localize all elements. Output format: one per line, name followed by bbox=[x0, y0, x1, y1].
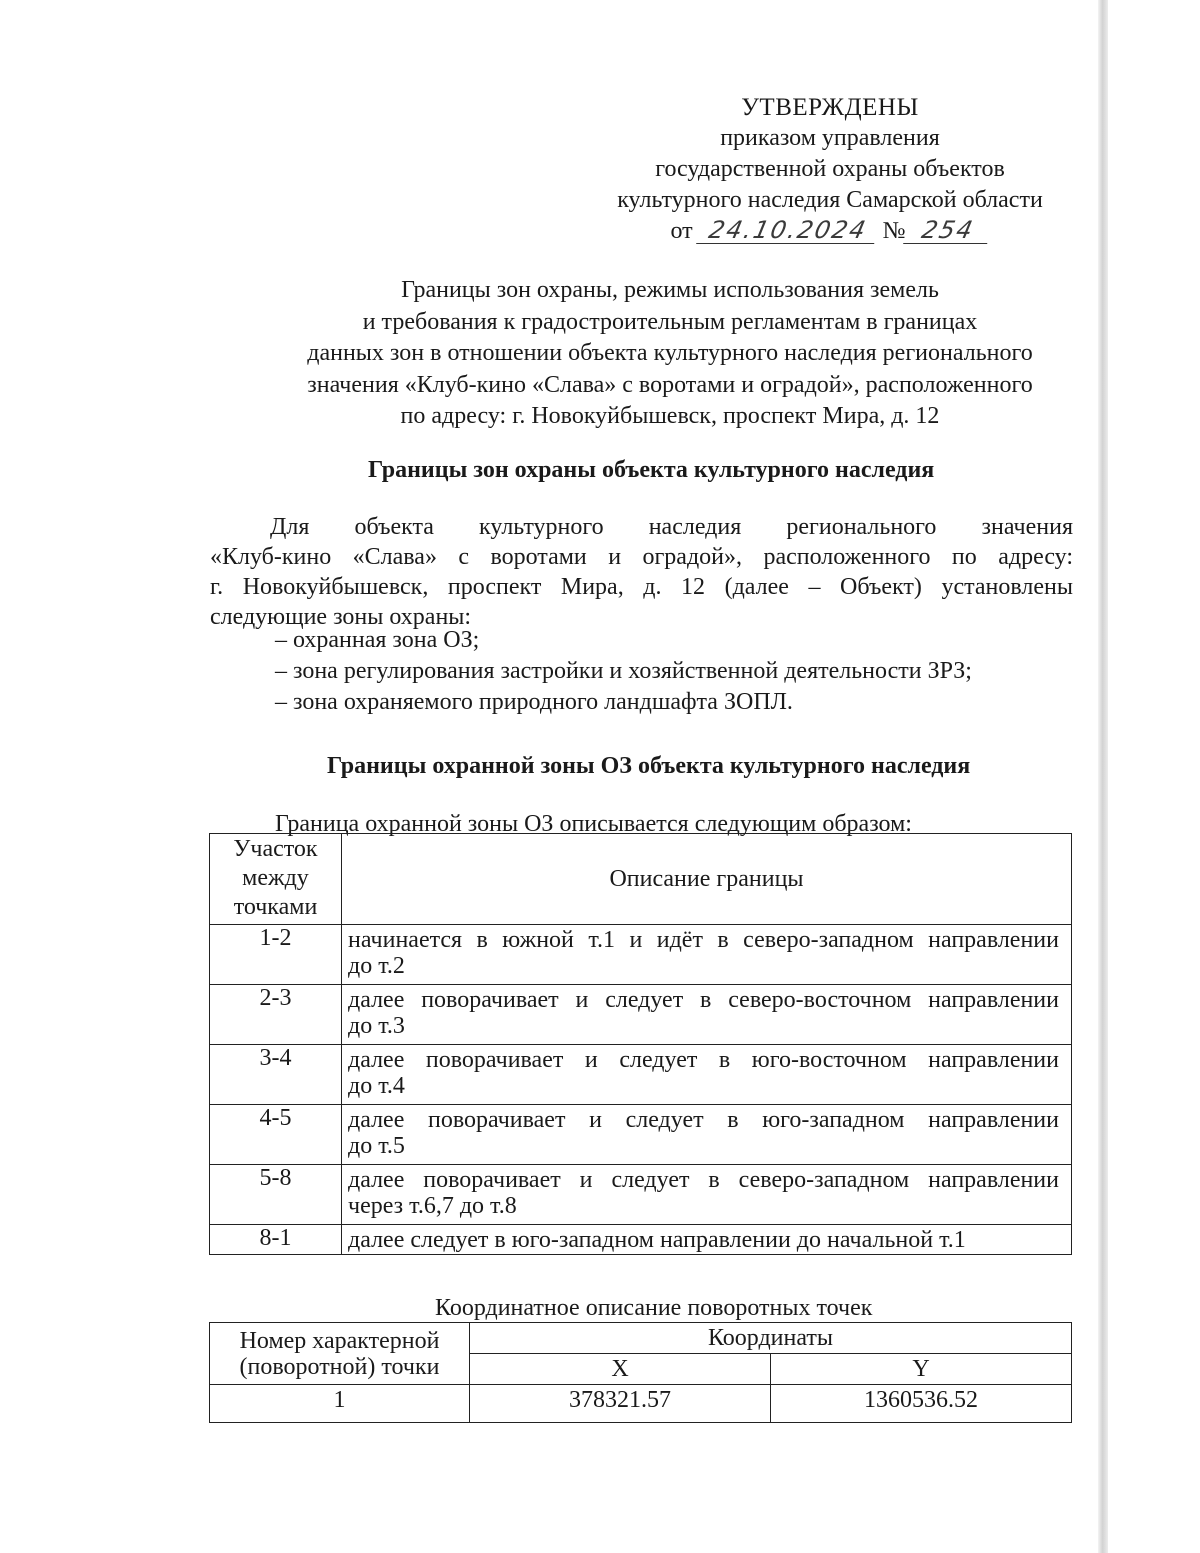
approval-block bbox=[580, 92, 1080, 247]
description-cell bbox=[342, 1225, 1072, 1255]
description-cell bbox=[342, 1105, 1072, 1165]
header-segment-line-3: точками bbox=[233, 894, 318, 920]
description-line: до т.5 bbox=[348, 1133, 405, 1159]
header-segment-line-1: Участок bbox=[233, 836, 318, 862]
segment-cell: 4-5 bbox=[210, 1105, 342, 1165]
zones-paragraph bbox=[210, 512, 1073, 632]
boundary-table bbox=[209, 833, 1072, 1255]
description-line: далее поворачивает и следует в юго-западном направлении bbox=[348, 1107, 1059, 1133]
description-line: до т.2 bbox=[348, 953, 405, 979]
segment-cell: 8-1 bbox=[210, 1225, 342, 1255]
paragraph-line-2: «Клуб-кино «Слава» с воротами и оградой», расположенного по адресу: bbox=[210, 544, 1073, 570]
title-line-2: и требования к градостроительным регламентам в границах bbox=[362, 308, 978, 335]
y-coordinate-cell: 1360536.52 bbox=[771, 1385, 1072, 1423]
list-item: – зона регулирования застройки и хозяйственной деятельности ЗРЗ; bbox=[275, 658, 972, 684]
paragraph-line-3: г. Новокуйбышевск, проспект Мира, д. 12 (далее – Объект) установлены bbox=[210, 574, 1073, 600]
description-line: далее поворачивает и следует в северо-восточном направлении bbox=[348, 987, 1059, 1013]
section-heading-protection-zones: Границы зон охраны объекта культурного наследия bbox=[368, 457, 935, 483]
segment-cell: 1-2 bbox=[210, 925, 342, 985]
description-line: до т.4 bbox=[348, 1073, 405, 1099]
title-line-5: по адресу: г. Новокуйбышевск, проспект Мира, д. 12 bbox=[400, 403, 940, 429]
table-header-row bbox=[210, 834, 1072, 925]
description-line: до т.3 bbox=[348, 1013, 405, 1039]
date-prefix: от bbox=[670, 218, 693, 244]
table-row bbox=[210, 1105, 1072, 1165]
table-row bbox=[210, 985, 1072, 1045]
title-line-3: данных зон в отношении объекта культурного наследия регионального bbox=[307, 340, 1033, 366]
section-heading-oz-zone: Границы охранной зоны ОЗ объекта культурного наследия bbox=[327, 753, 971, 779]
header-point-number bbox=[210, 1323, 470, 1385]
approval-line-1: приказом управления bbox=[720, 125, 940, 151]
description-cell bbox=[342, 985, 1072, 1045]
description-line: далее следует в юго-западном направлении до начальной т.1 bbox=[348, 1227, 966, 1253]
handwritten-date: 24.10.2024 bbox=[696, 217, 880, 244]
coordinates-caption: Координатное описание поворотных точек bbox=[435, 1295, 873, 1321]
segment-cell: 2-3 bbox=[210, 985, 342, 1045]
header-x: X bbox=[470, 1354, 771, 1385]
handwritten-number: 254 bbox=[903, 217, 993, 244]
header-point-line-2: (поворотной) точки bbox=[239, 1353, 440, 1380]
table-row bbox=[210, 1385, 1072, 1423]
x-coordinate-cell: 378321.57 bbox=[470, 1385, 771, 1423]
paragraph-line-4: следующие зоны охраны: bbox=[210, 604, 472, 630]
header-segment bbox=[210, 834, 342, 925]
description-line: далее поворачивает и следует в юго-восточном направлении bbox=[348, 1047, 1059, 1073]
table-row bbox=[210, 1225, 1072, 1255]
approval-line-2: государственной охраны объектов bbox=[655, 156, 1005, 182]
number-label: № bbox=[882, 218, 906, 244]
paragraph-line-1: Для объекта культурного наследия регионального значения bbox=[270, 514, 1073, 540]
coordinates-table bbox=[209, 1322, 1072, 1423]
zones-list bbox=[275, 625, 972, 718]
table-header-row bbox=[210, 1323, 1072, 1354]
description-line: далее поворачивает и следует в северо-западном направлении bbox=[348, 1167, 1059, 1193]
title-line-1: Границы зон охраны, режимы использования земель bbox=[401, 277, 939, 303]
approval-line-3: культурного наследия Самарской области bbox=[617, 187, 1043, 213]
description-line: начинается в южной т.1 и идёт в северо-западном направлении bbox=[348, 927, 1059, 953]
title-line-4: значения «Клуб-кино «Слава» с воротами и оградой», расположенного bbox=[307, 371, 1033, 398]
description-cell bbox=[342, 1165, 1072, 1225]
table-row bbox=[210, 925, 1072, 985]
description-line: через т.6,7 до т.8 bbox=[348, 1193, 517, 1219]
approval-title: УТВЕРЖДЕНЫ bbox=[741, 94, 919, 121]
header-y: Y bbox=[771, 1354, 1072, 1385]
scan-page-edge bbox=[1098, 0, 1108, 1553]
list-item: – охранная зона ОЗ; bbox=[275, 627, 480, 653]
table-row bbox=[210, 1045, 1072, 1105]
boundary-table-caption: Граница охранной зоны ОЗ описывается следующим образом: bbox=[275, 811, 912, 837]
segment-cell: 5-8 bbox=[210, 1165, 342, 1225]
description-cell bbox=[342, 1045, 1072, 1105]
approval-date-line bbox=[580, 216, 1080, 247]
list-item: – зона охраняемого природного ландшафта ЗОПЛ. bbox=[275, 689, 793, 715]
header-description: Описание границы bbox=[342, 834, 1072, 925]
header-segment-line-2: между bbox=[242, 865, 309, 891]
point-number-cell: 1 bbox=[210, 1385, 470, 1423]
header-coordinates: Координаты bbox=[470, 1323, 1072, 1354]
table-row bbox=[210, 1165, 1072, 1225]
document-title bbox=[180, 275, 1160, 433]
description-cell bbox=[342, 925, 1072, 985]
segment-cell: 3-4 bbox=[210, 1045, 342, 1105]
header-point-line-1: Номер характерной bbox=[239, 1327, 440, 1354]
